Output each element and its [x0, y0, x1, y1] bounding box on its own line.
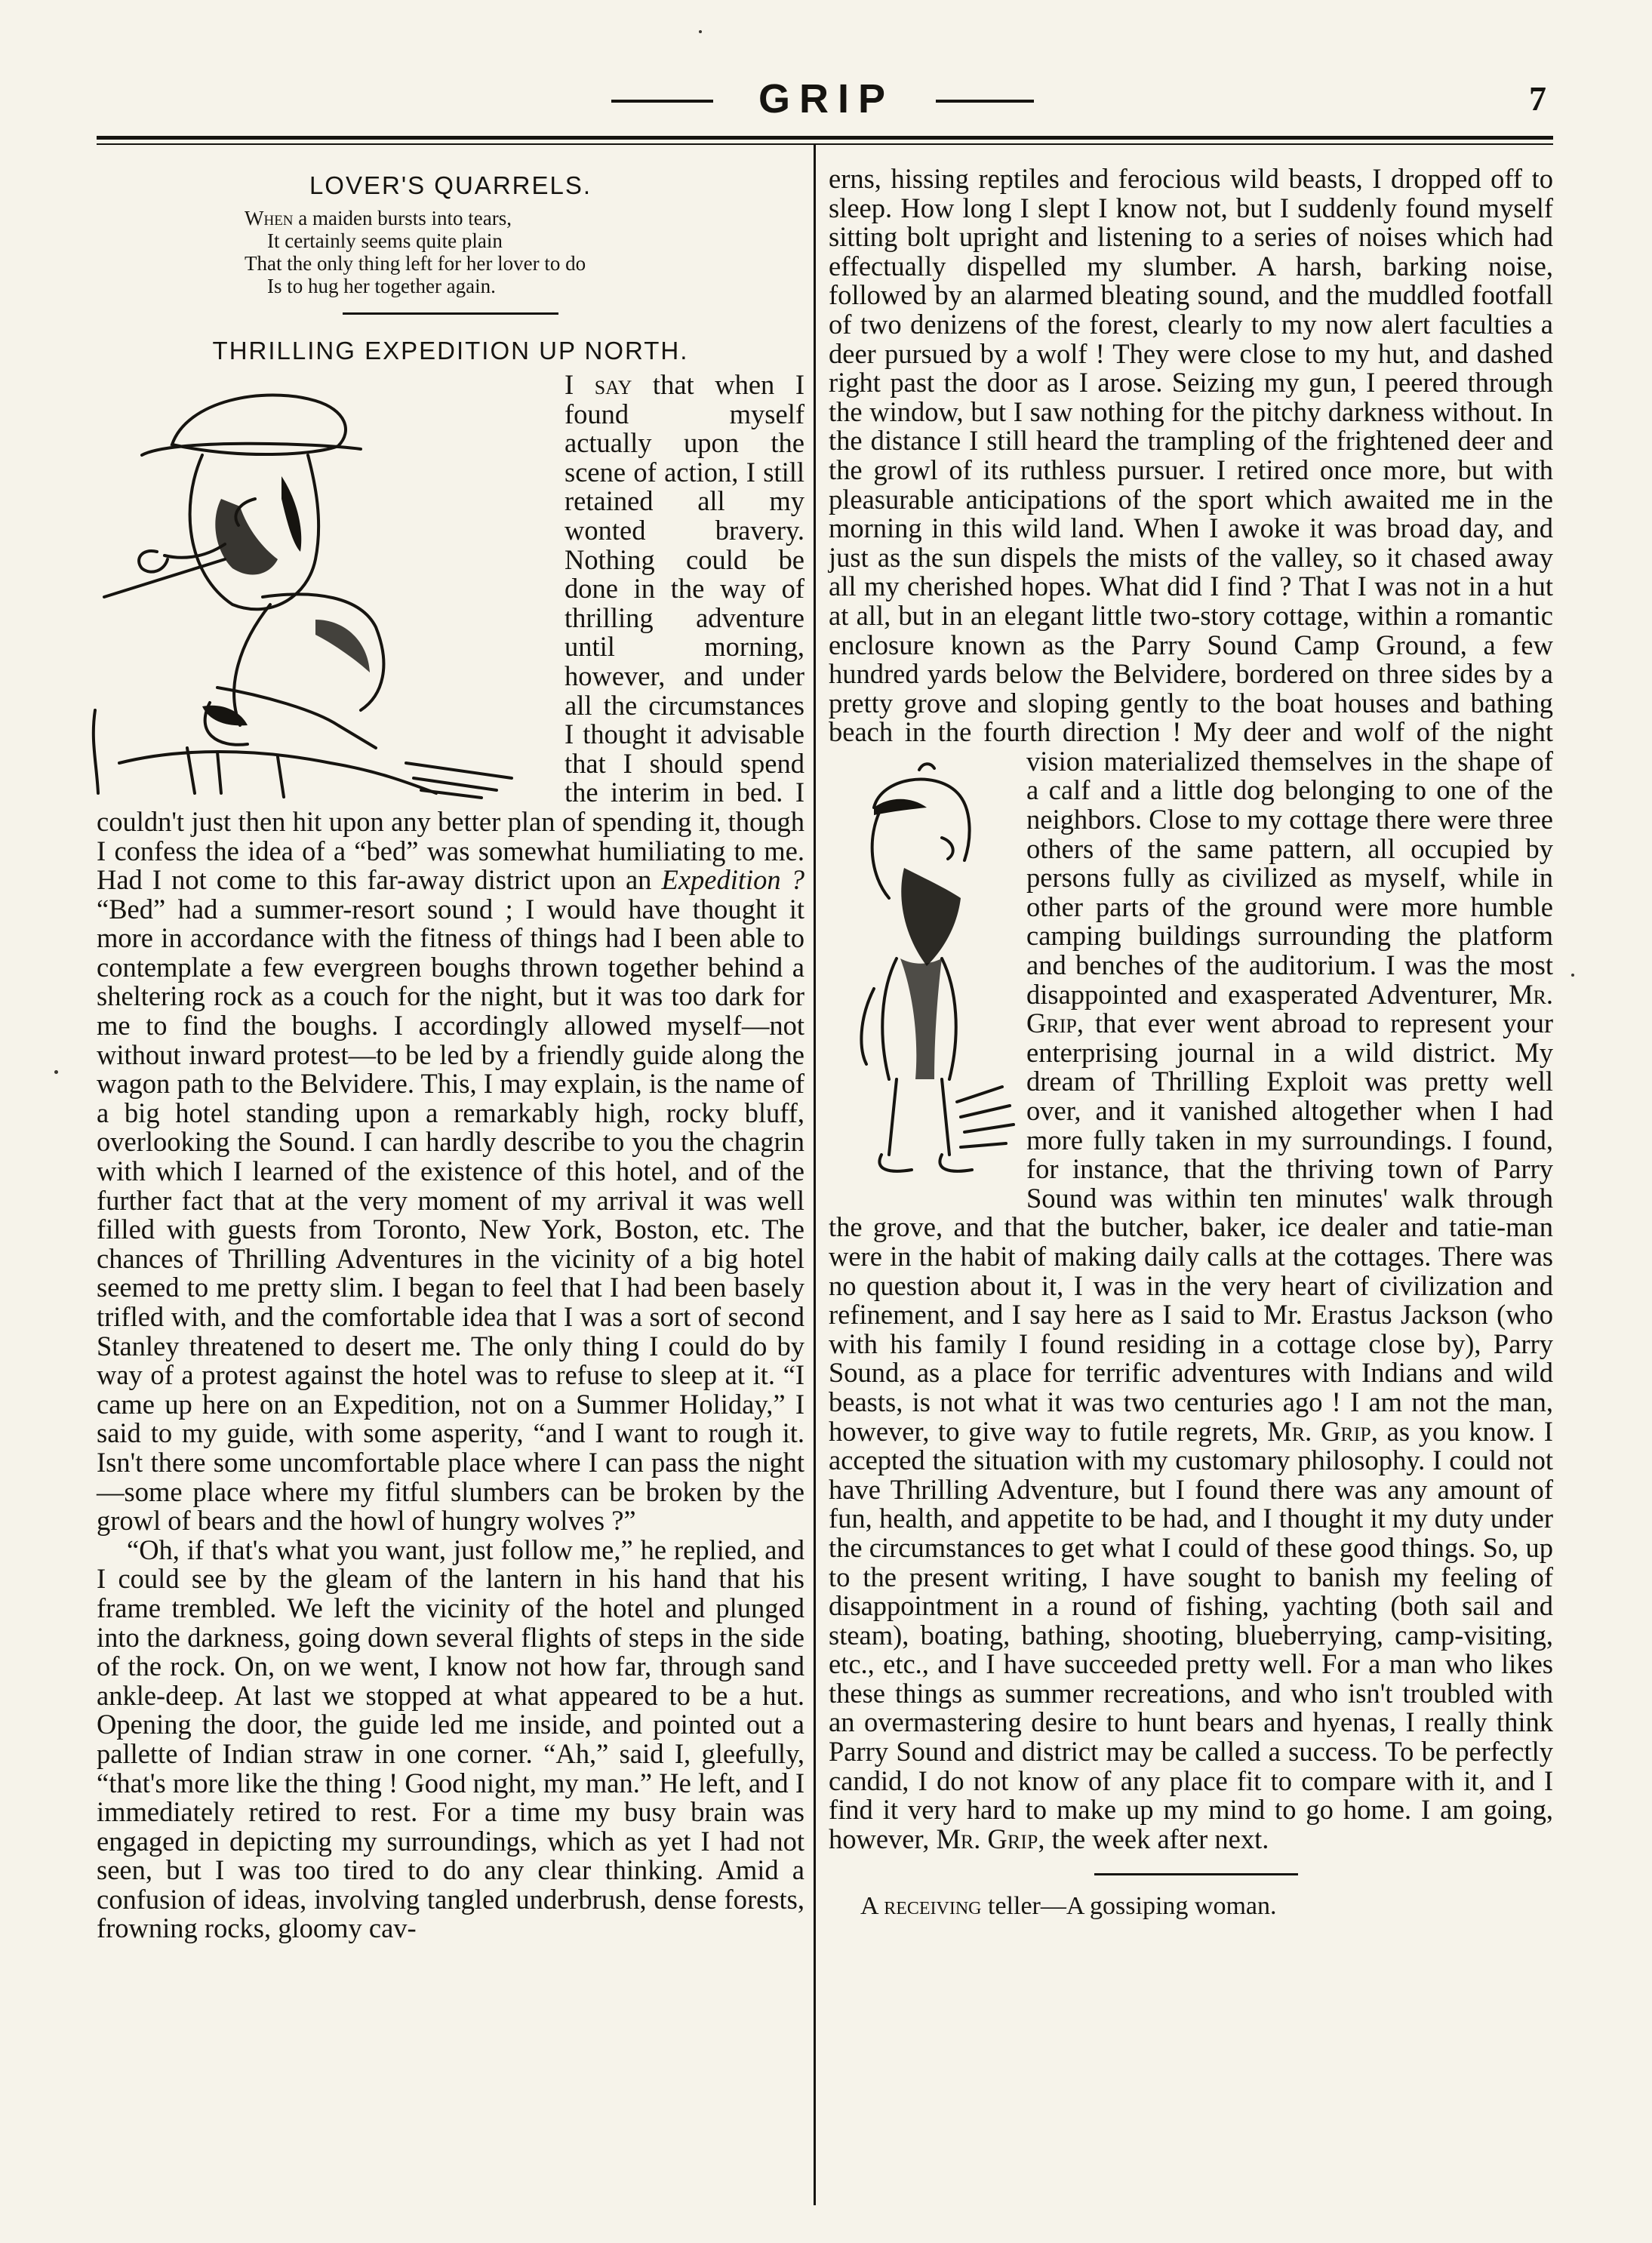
article-title: THRILLING EXPEDITION UP NORTH.	[212, 337, 689, 365]
ink-speck	[1571, 974, 1574, 977]
caricature-bearded-man-illustration	[829, 762, 1017, 1200]
header-rule-thick	[97, 136, 1553, 140]
article-paragraph: “Oh, if that's what you want, just follow me,” he replied, and I could see by the gleam of the lantern in his hand that his frame trembled. We left the vicinity of the hotel and plunged into the darkness, going down several flights of steps in the side of the rock. On, on we went, I know not how far, through sand ankle-deep. At last we stopped at what appeared to be a hut. Opening the door, the guide led me inside, and pointed out a pallette of Indian straw in one corner. “Ah,” said I, gleefully, “that's more like the thing ! Good night, my man.” He left, and I immediately retired to rest. For a time my busy brain was engaged in depicting my surroundings, which as yet I had not seen, but I was too tired to do any clear thinking. Amid a confusion of ideas, involving tangled underbrush, dense forests, frowning rocks, gloomy cav-	[97, 1534, 804, 1944]
mr-grip: Mr. Grip	[936, 1823, 1038, 1854]
article-paragraph: erns, hissing reptiles and ferocious wild beasts, I dropped off to sleep. How long I slept I know not, but I suddenly found myself sitting bolt upright and listening to a series of noises which had effectually dispelled my slumber. A harsh, barking noise, followed by an alarmed bleating sound, and the muddled footfall of two denizens of the forest, clearly to my now alert faculties a deer pursued by a wolf ! They were close to my hut, and dashed right past the door as I arose. Seizing my gun, I peered through the window, but I saw nothing for the pitchy darkness without. In the distance I still heard the trampling of the frightened deer and the growl of its ruthless pursuer. I retired once more, but with pleasurable anticipations of the sport which awaited me in the morning in this wild land. When I awoke it was broad day, and just as the sun dispels the mists of the valley, so it chased away all my cherished hopes. What did I find ? That I was not in a hut at all, but in an elegant little two-story cottage, within a romantic enclosure known as the Parry Sound Camp Ground, a few hundred yards below the Belvidere, bordered on three sides by a pretty grove and sloping gently to the boat houses and bathing beach in the fourth direction ! My deer and wolf of the night vision materialized themselves in the shape of a calf and a little dog belonging to one of the neighbors. Close to my cottage there were three others of the same pattern, all occupied by persons fully as civilized as myself, while in other parts of the ground were more humble camping buildings surrounding the platform and benches of the auditorium. I was the most disappointed and exasperated Adventurer, Mr. Grip, that ever went abroad to represent your enterprising journal in a wild district. My dream of Thrilling Exploit was pretty well over, and it vanished altogether when I had more fully taken in my surroundings. I found, for instance, that the thriving town of Parry Sound was within ten minutes' walk through the grove, and that the butcher, baker, ice dealer and tatie-man were in the habit of making daily calls at the cottages. There was no question about it, I was in the very heart of civilization and refinement, and I say here as I said to Mr. Erastus Jackson (who with his family I found residing in a cottage close by), Parry Sound, as a place for terrific adventures with Indians and wild beasts, is not what it was two centuries ago ! I am not the man, however, to give way to futile regrets, Mr. Grip, as you know. I accepted the situation with my customary philosophy. I could not have Thrilling Adventure, but I found there was any amount of fun, health, and appetite to be had, and I thought it my duty under the circumstances to get what I could of these good things. So, up to the present writing, I have sought to banish my feeling of disappointment in a round of fishing, yachting (both sail and steam), boating, bathing, shooting, blueberrying, camp-visiting, etc., etc., and I have succeeded pretty well. For a man who likes these things as summer recreations, and who isn't troubled with an overmastering desire to hunt bears and hyenas, I really think Parry Sound and district may be called a success. To be perfectly candid, I do not know of any place fit to compare with it, and I find it very hard to make up my mind to go home. I am going, however, Mr. Grip, the week after next.	[829, 163, 1553, 1854]
poem-line: When a maiden bursts into tears,	[245, 207, 512, 229]
poem-line: That the only thing left for her lover to do	[245, 252, 586, 275]
article-paragraph: I say that when I found myself actually upon the scene of action, I still retained all my wonted bravery. Nothing could be done in the way of thrilling adventure until morning, however, and under all the circumstances I thought it advisable that I should spend the interim in bed. I couldn't just then hit upon any better plan of spending it, though I confess the idea of a “bed” was somewhat humiliating to me. Had I not come to this far-away district upon an Expedition ? “Bed” had a summer-resort sound ; I would have thought it more in accordance with the fitness of things had I been able to contemplate a few evergreen boughs thrown together behind a sheltering rock as a couch for the night, but it was too dark for me to find the boughs. I accordingly allowed myself—not without inward protest—to be led by a friendly guide along the wagon path to the Belvidere. This, I may explain, is the name of a big hotel standing upon a remarkably high, rocky bluff, overlooking the Sound. I can hardly describe to you the chagrin with which I learned of the existence of this hotel, and of the further fact that at the very moment of my arrival it was well filled with guests from Toronto, New York, Boston, etc. The chances of Thrilling Adventures in the vicinity of a big hotel seemed to me pretty slim. I began to feel that I had been basely trifled with, and the comfortable idea that I was a sort of second Stanley threatened to desert me. The only thing I could do by way of a protest against the hotel was to refuse to sleep at it. “I came up here on an Expedition, not on a Summer Holiday,” I said to my guide, with some asperity, “and I want to rough it. Isn't there some uncomfortable place where I can pass the night—some place where my fitful slumbers can be broken by the growl of bears and the howl of hungry wolves ?”	[97, 369, 804, 1537]
left-column	[97, 171, 804, 1943]
masthead-ornament-right	[936, 100, 1034, 103]
poem-title: LOVER'S QUARRELS.	[309, 171, 592, 199]
poem-first-word: When	[245, 207, 294, 229]
italic-expedition: Expedition ?	[661, 864, 804, 896]
column-divider	[814, 145, 816, 2205]
section-divider	[1094, 1873, 1298, 1875]
page-number: 7	[1529, 79, 1546, 118]
section-divider	[343, 312, 558, 315]
receiving-teller-joke: A receiving teller—A gossiping woman.	[860, 1892, 1277, 1921]
ink-speck	[54, 1070, 58, 1074]
ink-speck	[699, 30, 702, 33]
mr-grip: Mr. Grip	[1026, 978, 1553, 1039]
caricature-fisherman-illustration	[89, 371, 557, 801]
poem-line: It certainly seems quite plain	[267, 229, 503, 252]
bearded-man-drawing	[829, 762, 1017, 1200]
masthead	[0, 72, 1652, 125]
masthead-ornament-left	[611, 100, 713, 103]
fisherman-drawing	[89, 371, 557, 801]
mr-grip: Mr. Grip	[1267, 1415, 1371, 1447]
poem-line: Is to hug her together again.	[267, 275, 496, 297]
poem	[245, 207, 804, 297]
header-rule-thin	[97, 143, 1553, 145]
masthead-title: GRIP	[758, 76, 895, 122]
